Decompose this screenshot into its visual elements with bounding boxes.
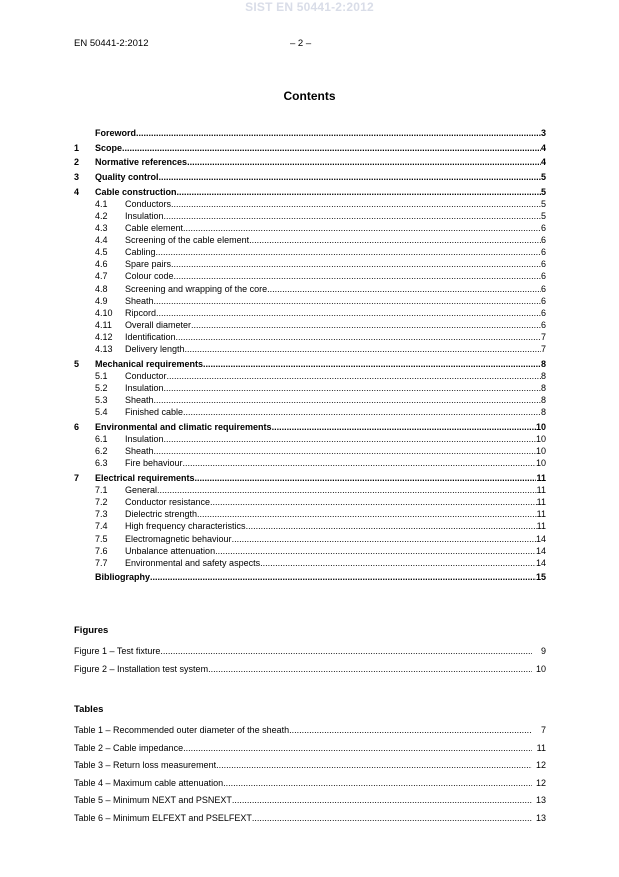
dot-leader [164, 210, 541, 222]
toc-subentry[interactable] [74, 382, 546, 394]
dot-leader [156, 246, 541, 258]
toc-entry-title: Quality control [95, 171, 159, 182]
toc-entry-title: Normative references [95, 157, 188, 168]
dot-leader [252, 810, 532, 828]
toc-subentry[interactable] [74, 198, 546, 210]
dot-leader [122, 142, 541, 154]
table-entry-page: 11 [536, 742, 546, 753]
toc-entry-number: 4.11 [95, 319, 112, 330]
toc-entry-title: High frequency characteristics [125, 521, 246, 532]
toc-entry-title: Insulation [125, 434, 164, 444]
table-entry[interactable] [74, 757, 546, 775]
toc-entry-page: 10 [535, 434, 546, 444]
dot-leader [195, 472, 537, 484]
table-entry-page: 12 [535, 760, 546, 771]
dot-leader [164, 433, 536, 445]
toc-entry-number: 7.2 [95, 497, 108, 508]
dot-leader [154, 295, 541, 307]
toc-entry-title: Insulation [125, 210, 164, 221]
toc-subentry[interactable] [74, 433, 546, 445]
toc-subentry[interactable] [74, 283, 546, 295]
table-entry-page: 13 [535, 812, 546, 823]
dot-leader [156, 307, 541, 319]
toc-entry-title: Fire behaviour [125, 458, 183, 469]
toc-entry-number: 3 [74, 171, 80, 182]
table-of-contents [74, 127, 546, 584]
toc-subentry[interactable] [74, 331, 546, 343]
toc-entry-title: Colour code [125, 271, 174, 282]
toc-entry-page: 4 [540, 142, 546, 153]
toc-subentry[interactable] [74, 406, 546, 418]
toc-entry-number: 4.3 [95, 222, 108, 233]
toc-entry-page: 14 [535, 533, 546, 544]
toc-entry-title: Conductor resistance [125, 497, 211, 508]
figure-entry-title: Figure 2 – Installation test system [74, 663, 209, 674]
page-title: Contents [283, 89, 336, 103]
toc-subentry[interactable] [74, 370, 546, 382]
toc-entry-page: 11 [536, 485, 546, 495]
toc-subentry[interactable] [74, 234, 546, 246]
figure-entry[interactable] [74, 643, 546, 661]
tables-list [74, 722, 546, 828]
toc-entry-number: 4.6 [95, 259, 108, 270]
table-entry-title: Table 4 – Maximum cable attenuation [74, 777, 224, 788]
toc-entry-number: 2 [74, 157, 80, 168]
dot-leader [174, 270, 541, 282]
toc-entry-number: 6.3 [95, 458, 108, 469]
toc-subentry[interactable] [74, 445, 546, 457]
toc-entry-title: Electromagnetic behaviour [125, 533, 232, 544]
toc-entry-page: 5 [540, 198, 546, 209]
toc-entry-number: 7.7 [95, 557, 108, 568]
dot-leader [176, 331, 541, 343]
table-entry-page: 12 [535, 777, 546, 788]
toc-entry-page: 8 [540, 407, 546, 418]
toc-entry-title: Scope [95, 142, 123, 153]
toc-entry-title: Cable element [125, 222, 184, 233]
toc-entry-number: 7.6 [95, 545, 108, 556]
table-entry[interactable] [74, 792, 546, 810]
toc-entry-page: 11 [536, 472, 546, 483]
toc-entry-title: Mechanical requirements [95, 358, 204, 369]
toc-entry-page: 8 [540, 370, 546, 381]
dot-leader [177, 186, 541, 198]
toc-entry-number: 6.2 [95, 446, 108, 457]
toc-subentry[interactable] [74, 270, 546, 282]
dot-leader [183, 457, 536, 469]
toc-entry-title: Foreword [95, 128, 137, 138]
dot-leader [191, 319, 541, 331]
toc-entry-title: Sheath [125, 446, 154, 457]
dot-leader [160, 643, 532, 661]
toc-subentry[interactable] [74, 496, 546, 508]
toc-entry-page: 14 [535, 557, 546, 568]
toc-entry-title: General [125, 485, 158, 495]
figures-list [74, 643, 546, 678]
toc-entry-title: Ripcord [125, 307, 157, 318]
toc-entry-number: 7.4 [95, 521, 108, 532]
toc-subentry[interactable] [74, 319, 546, 331]
toc-entry-title: Screening and wrapping of the core [125, 283, 268, 294]
toc-entry-page: 6 [540, 307, 546, 318]
toc-entry-number: 7.1 [95, 485, 108, 495]
toc-entry[interactable] [74, 142, 546, 154]
table-entry-title: Table 2 – Cable impedance [74, 742, 184, 753]
dot-leader [154, 394, 541, 406]
toc-entry-page: 6 [540, 319, 546, 330]
toc-entry-page: 6 [540, 259, 546, 270]
dot-leader [171, 198, 541, 210]
toc-entry-title: Electrical requirements [95, 472, 195, 483]
dot-leader [159, 171, 541, 183]
toc-entry-page: 14 [535, 545, 546, 556]
dot-leader [164, 382, 541, 394]
table-entry-title: Table 1 – Recommended outer diameter of the sheath [74, 725, 290, 735]
toc-entry[interactable] [74, 421, 546, 433]
toc-entry-number: 1 [74, 142, 80, 153]
toc-entry[interactable] [74, 571, 546, 583]
dot-leader [185, 343, 541, 355]
toc-entry-title: Environmental and safety aspects [125, 557, 261, 568]
toc-entry-number: 4.5 [95, 247, 108, 258]
table-entry-page: 7 [540, 725, 546, 735]
toc-subentry[interactable] [74, 246, 546, 258]
toc-entry-page: 7 [540, 344, 546, 355]
toc-entry-title: Unbalance attenuation [125, 545, 216, 556]
toc-entry-page: 5 [540, 171, 546, 182]
toc-entry-number: 6 [74, 421, 80, 432]
dot-leader [167, 370, 541, 382]
figure-entry-page: 10 [535, 663, 546, 674]
figure-entry-page: 9 [540, 646, 546, 656]
dot-leader [136, 127, 541, 139]
document-id: EN 50441-2:2012 [74, 38, 149, 49]
table-entry[interactable] [74, 722, 546, 740]
toc-entry[interactable] [74, 156, 546, 168]
toc-entry-number: 4.13 [95, 344, 113, 355]
toc-entry-title: Conductor [125, 370, 167, 381]
dot-leader [267, 283, 541, 295]
toc-entry[interactable] [74, 171, 546, 183]
toc-entry-title: Delivery length [125, 344, 185, 355]
toc-entry-page: 4 [540, 157, 546, 168]
tables-heading: Tables [74, 704, 104, 715]
dot-leader [183, 406, 541, 418]
toc-subentry[interactable] [74, 457, 546, 469]
figures-heading: Figures [74, 625, 109, 636]
toc-subentry[interactable] [74, 557, 546, 569]
toc-subentry[interactable] [74, 394, 546, 406]
dot-leader [232, 792, 532, 810]
toc-entry-title: Dielectric strength [125, 509, 198, 520]
dot-leader [216, 757, 532, 775]
toc-entry-number: 4.1 [95, 198, 108, 209]
toc-entry-title: Environmental and climatic requirements [95, 421, 272, 432]
toc-entry-title: Cabling [125, 247, 156, 258]
toc-entry[interactable] [74, 127, 546, 139]
toc-entry-title: Conductors [125, 198, 172, 209]
dot-leader [215, 545, 536, 557]
table-entry-title: Table 3 – Return loss measurement [74, 760, 217, 771]
dot-leader [187, 156, 541, 168]
dot-leader [197, 508, 537, 520]
toc-entry-number: 5.2 [95, 383, 108, 393]
toc-entry-page: 8 [540, 358, 546, 369]
toc-entry-title: Screening of the cable element [125, 235, 250, 245]
watermark: SIST EN 50441-2:2012 [245, 0, 374, 14]
toc-entry-number: 5.3 [95, 395, 108, 406]
toc-entry-page: 3 [540, 128, 546, 138]
dot-leader [150, 571, 536, 583]
figure-entry[interactable] [74, 661, 546, 679]
toc-entry-page: 6 [540, 271, 546, 282]
page-number: – 2 – [290, 38, 312, 49]
toc-entry-number: 4.9 [95, 295, 108, 306]
dot-leader [203, 358, 541, 370]
toc-entry-page: 10 [535, 446, 546, 457]
dot-leader [246, 520, 537, 532]
toc-entry-title: Insulation [125, 383, 164, 393]
dot-leader [232, 533, 536, 545]
toc-entry-number: 7 [74, 472, 80, 483]
toc-entry-number: 4.2 [95, 210, 108, 221]
toc-entry-number: 5.1 [95, 370, 108, 381]
toc-entry-number: 4.8 [95, 283, 108, 294]
toc-entry-page: 6 [540, 222, 546, 233]
toc-entry-title: Finished cable [125, 407, 184, 418]
toc-subentry[interactable] [74, 545, 546, 557]
toc-subentry[interactable] [74, 343, 546, 355]
toc-entry[interactable] [74, 472, 546, 484]
toc-entry-number: 4.7 [95, 271, 108, 282]
toc-entry-title: Overall diameter [125, 319, 192, 330]
toc-entry-title: Spare pairs [125, 259, 172, 270]
toc-entry-title: Cable construction [95, 186, 177, 197]
toc-entry-number: 7.5 [95, 533, 108, 544]
toc-entry-page: 6 [540, 247, 546, 258]
table-entry[interactable] [74, 775, 546, 793]
toc-entry-page: 6 [540, 283, 546, 294]
toc-entry-page: 5 [540, 210, 546, 221]
dot-leader [183, 740, 532, 758]
toc-entry-page: 11 [536, 509, 546, 520]
toc-subentry[interactable] [74, 307, 546, 319]
toc-entry-page: 8 [540, 395, 546, 406]
toc-entry-page: 10 [535, 421, 546, 432]
dot-leader [157, 484, 537, 496]
toc-entry-page: 6 [540, 235, 546, 245]
toc-entry-page: 8 [540, 383, 546, 393]
toc-entry-page: 15 [535, 572, 546, 583]
toc-entry-title: Bibliography [95, 572, 151, 583]
toc-entry-page: 5 [540, 186, 546, 197]
table-entry[interactable] [74, 810, 546, 828]
toc-entry-number: 5.4 [95, 407, 108, 418]
toc-entry-number: 4 [74, 186, 80, 197]
toc-entry-title: Sheath [125, 295, 154, 306]
toc-entry-page: 6 [540, 295, 546, 306]
toc-entry-page: 10 [535, 458, 546, 469]
toc-entry[interactable] [74, 358, 546, 370]
dot-leader [183, 222, 541, 234]
table-entry-title: Table 5 – Minimum NEXT and PSNEXT [74, 795, 232, 806]
toc-entry-number: 4.4 [95, 235, 108, 245]
dot-leader [260, 557, 536, 569]
dot-leader [289, 722, 532, 740]
toc-entry-page: 11 [536, 497, 546, 508]
table-entry-title: Table 6 – Minimum ELFEXT and PSELFEXT [74, 812, 252, 823]
toc-subentry[interactable] [74, 210, 546, 222]
toc-subentry[interactable] [74, 520, 546, 532]
toc-subentry[interactable] [74, 258, 546, 270]
toc-entry-number: 4.12 [95, 332, 113, 342]
toc-entry-number: 6.1 [95, 434, 108, 444]
toc-entry-page: 7 [540, 332, 546, 342]
dot-leader [208, 661, 532, 679]
dot-leader [154, 445, 536, 457]
toc-entry-number: 4.10 [95, 307, 113, 318]
toc-subentry[interactable] [74, 484, 546, 496]
toc-entry[interactable] [74, 186, 546, 198]
toc-entry-number: 5 [74, 358, 80, 369]
table-entry-page: 13 [535, 795, 546, 806]
toc-subentry[interactable] [74, 533, 546, 545]
toc-entry-number: 7.3 [95, 509, 108, 520]
dot-leader [210, 496, 537, 508]
toc-entry-title: Sheath [125, 395, 154, 406]
dot-leader [249, 234, 541, 246]
toc-subentry[interactable] [74, 222, 546, 234]
toc-subentry[interactable] [74, 295, 546, 307]
figure-entry-title: Figure 1 – Test fixture [74, 646, 161, 656]
dot-leader [223, 775, 532, 793]
table-entry[interactable] [74, 740, 546, 758]
dot-leader [171, 258, 541, 270]
toc-entry-page: 11 [536, 521, 546, 532]
toc-entry-title: Identification [125, 332, 176, 342]
dot-leader [272, 421, 536, 433]
toc-subentry[interactable] [74, 508, 546, 520]
